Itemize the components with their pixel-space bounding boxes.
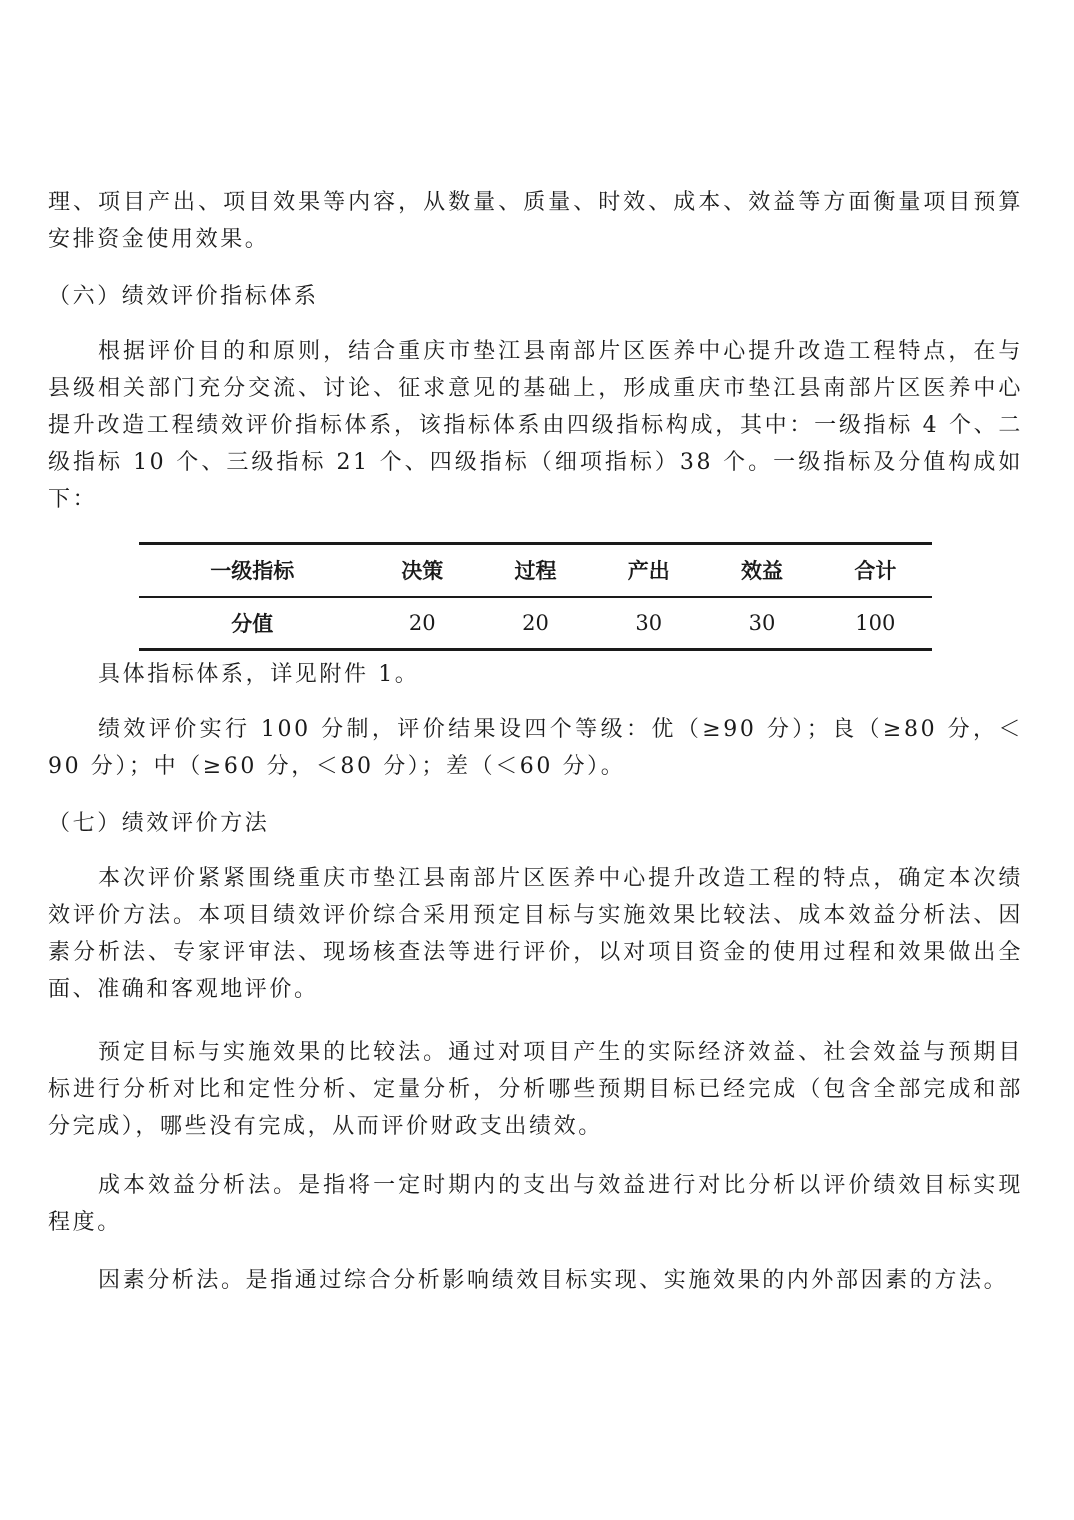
table-cell: 100 (855, 610, 896, 635)
section-heading-7: （七）绩效评价方法 (48, 811, 270, 836)
section-heading-6: （六）绩效评价指标体系 (48, 284, 319, 309)
table-header-cell: 一级指标 (210, 558, 295, 584)
score-table (139, 542, 932, 651)
table-header-cell: 决策 (401, 558, 444, 584)
table-row (139, 597, 932, 650)
table-cell: 分值 (231, 610, 274, 636)
paragraph-continuation: 理、项目产出、项目效果等内容，从数量、质量、时效、成本、效益等方面衡量项目预算安排资金使用效果。 (48, 190, 1023, 252)
paragraph-grading: 绩效评价实行 100 分制，评价结果设四个等级：优（≥90 分）；良（≥80 分，＜90 分）；中（≥60 分，＜80 分）；差（＜60 分）。 (48, 717, 1023, 779)
paragraph-cost-benefit-method: 成本效益分析法。是指将一定时期内的支出与效益进行对比分析以评价绩效目标实现程度。 (48, 1173, 1023, 1235)
table-header-cell: 产出 (627, 558, 670, 584)
paragraph-comparison-method: 预定目标与实施效果的比较法。通过对项目产生的实际经济效益、社会效益与预期目标进行分析对比和定性分析、定量分析，分析哪些预期目标已经完成（包含全部完成和部分完成），哪些没有完成，从而评价财政支出绩效。 (48, 1040, 1023, 1139)
paragraph-appendix-ref: 具体指标体系，详见附件 1。 (98, 662, 420, 687)
table-header-cell: 过程 (514, 558, 557, 584)
paragraph-factor-method: 因素分析法。是指通过综合分析影响绩效目标实现、实施效果的内外部因素的方法。 (98, 1268, 1009, 1293)
table-header-cell: 效益 (741, 558, 784, 584)
table-header-row (139, 544, 932, 597)
table-cell: 30 (748, 610, 776, 635)
table-header-cell: 合计 (854, 558, 897, 584)
paragraph-methods: 本次评价紧紧围绕重庆市垫江县南部片区医养中心提升改造工程的特点，确定本次绩效评价方法。本项目绩效评价综合采用预定目标与实施效果比较法、成本效益分析法、因素分析法、专家评审法、现场核查法等进行评价，以对项目资金的使用过程和效果做出全面、准确和客观地评价。 (48, 866, 1023, 1002)
table-cell: 20 (522, 610, 549, 635)
paragraph-indicator-system: 根据评价目的和原则，结合重庆市垫江县南部片区医养中心提升改造工程特点，在与县级相关部门充分交流、讨论、征求意见的基础上，形成重庆市垫江县南部片区医养中心提升改造工程绩效评价指标体系，该指标体系由四级指标构成，其中：一级指标 4 个、二级指标 10 个、三级指标 21 个、四级指标（细项指标）38 个。一级指标及分值构成如下： (48, 339, 1023, 512)
table-cell: 30 (635, 610, 663, 635)
table-cell: 20 (408, 610, 436, 635)
